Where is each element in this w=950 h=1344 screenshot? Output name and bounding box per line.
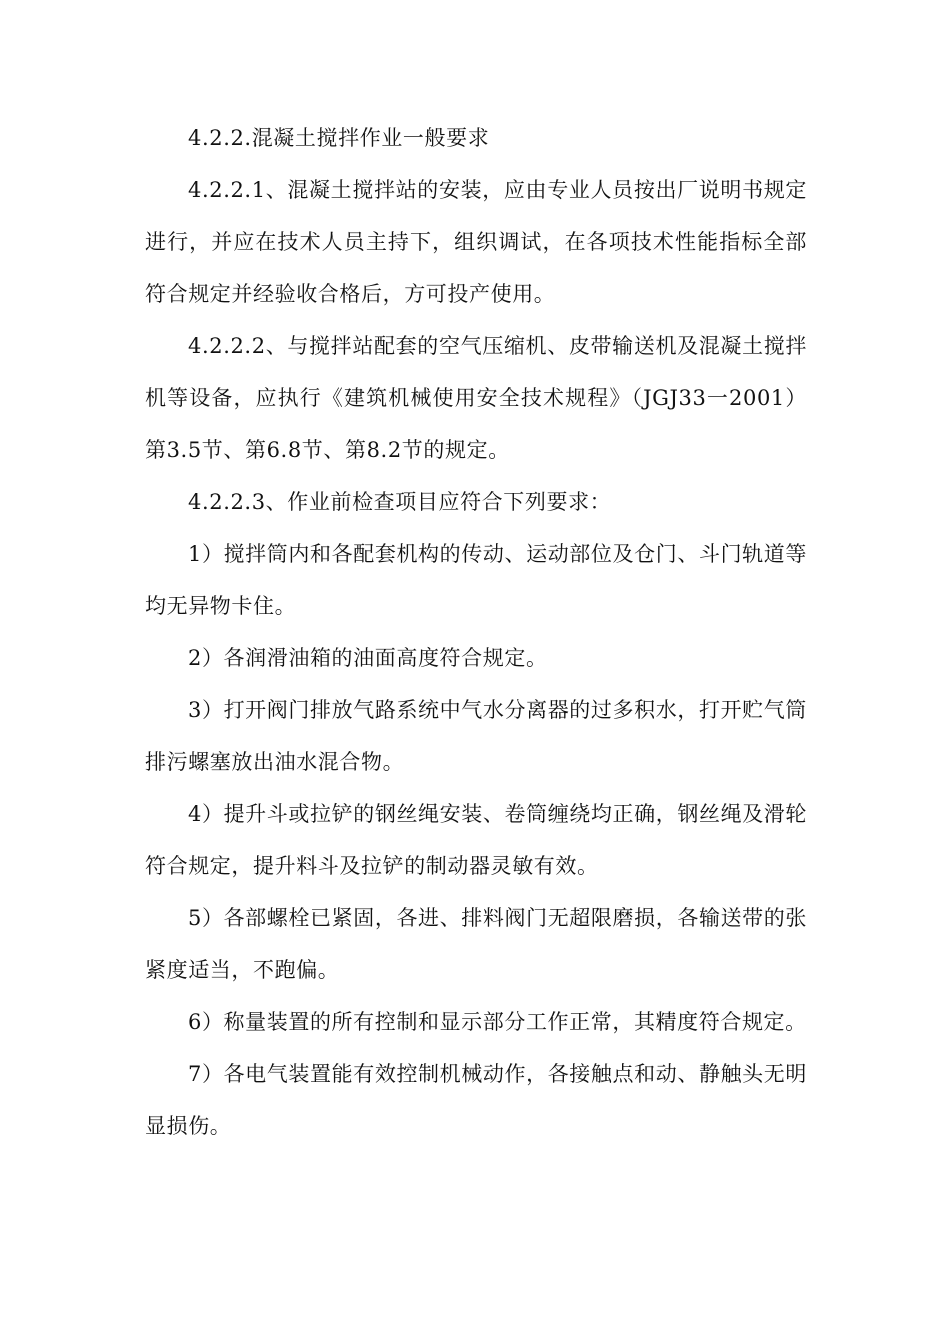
list-item-1: 1）搅拌筒内和各配套机构的传动、运动部位及仓门、斗门轨道等均无异物卡住。 xyxy=(145,542,807,618)
section-heading: 4.2.2.混凝土搅拌作业一般要求 xyxy=(188,126,490,150)
list-item-3: 3）打开阀门排放气路系统中气水分离器的过多积水，打开贮气筒排污螺塞放出油水混合物。 xyxy=(145,698,807,774)
paragraph-4-2-2-1: 4.2.2.1、混凝土搅拌站的安装，应由专业人员按出厂说明书规定进行，并应在技术人员主持下，组织调试，在各项技术性能指标全部符合规定并经验收合格后，方可投产使用。 xyxy=(145,178,807,306)
paragraph-4-2-2-3: 4.2.2.3、作业前检查项目应符合下列要求： xyxy=(188,490,612,514)
paragraph-4-2-2-2: 4.2.2.2、与搅拌站配套的空气压缩机、皮带输送机及混凝土搅拌机等设备，应执行《建筑机械使用安全技术规程》（JGJ33一2001）第3.5节、第6.8节、第8.2节的规定。 xyxy=(145,334,807,462)
list-item-7: 7）各电气装置能有效控制机械动作，各接触点和动、静触头无明显损伤。 xyxy=(145,1062,807,1138)
list-item-5: 5）各部螺栓已紧固，各进、排料阀门无超限磨损，各输送带的张紧度适当，不跑偏。 xyxy=(145,906,807,982)
document-body xyxy=(145,112,807,1152)
list-item-6: 6）称量装置的所有控制和显示部分工作正常，其精度符合规定。 xyxy=(188,1010,807,1034)
list-item-2: 2）各润滑油箱的油面高度符合规定。 xyxy=(188,646,548,670)
list-item-4: 4）提升斗或拉铲的钢丝绳安装、卷筒缠绕均正确，钢丝绳及滑轮符合规定，提升料斗及拉铲的制动器灵敏有效。 xyxy=(145,802,807,878)
